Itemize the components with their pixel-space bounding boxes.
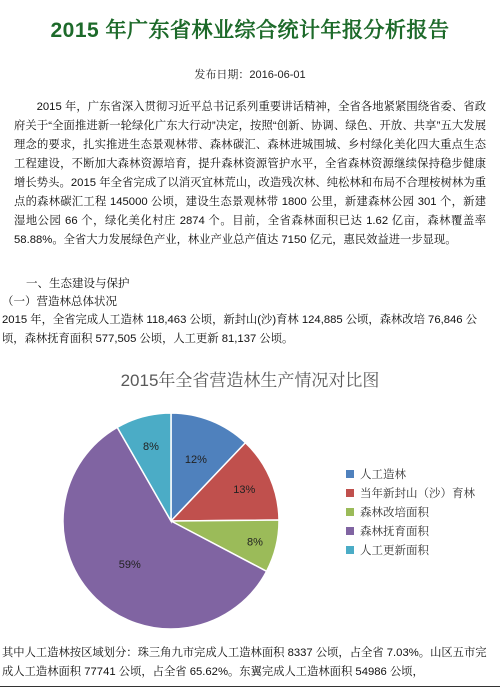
legend-entry: 人工造林	[360, 469, 406, 481]
page-title: 2015 年广东省林业综合统计年报分析报告	[50, 19, 450, 42]
legend-entry: 人工更新面积	[360, 545, 429, 557]
chart-title: 2015年全省营造林生产情况对比图	[120, 371, 380, 390]
legend-entry: 森林改培面积	[360, 507, 429, 519]
regional-breakdown-paragraph: 其中人工造林按区域划分：珠三角九市完成人工造林面积 8337 公顷，占全省 7.03%。山区五市完成人工造林面积 77741 公顷，占全省 65.62%。东翼完成人工造林面积 54986 公顷，	[2, 647, 487, 678]
pie-data-label: 8%	[247, 536, 263, 549]
legend-swatch	[346, 508, 354, 516]
legend-entry: 森林抚育面积	[360, 526, 429, 538]
legend-swatch	[346, 489, 354, 497]
afforestation-summary-paragraph: 2015 年，全省完成人工造林 118,463 公顷，新封山(沙)育林 124,885 公顷，森林改培 76,846 公顷，森林抚育面积 577,505 公顷，人工更新 81,137 公顷。	[2, 314, 478, 345]
publish-date: 发布日期：2016-06-01	[194, 69, 306, 81]
afforestation-pie-chart	[0, 360, 500, 632]
legend-swatch	[346, 470, 354, 478]
section-heading: 一、生态建设与保护	[26, 278, 130, 290]
pie-data-label: 59%	[118, 558, 141, 571]
legend-swatch	[346, 527, 354, 535]
chart-legend	[346, 467, 475, 557]
text-underline	[0, 686, 500, 687]
pie-data-label: 8%	[143, 440, 159, 453]
pie-data-label: 13%	[233, 484, 256, 497]
intro-paragraph: 2015 年，广东省深入贯彻习近平总书记系列重要讲话精神，全省各地紧紧围绕省委、省政府关于“全面推进新一轮绿化广东大行动”决定，按照“创新、协调、绿色、开放、共享”五大发展理念的要求，扎实推进生态景观林带、森林碳汇、森林进城围城、乡村绿化美化四大重点生态工程建设，不断加大森林资源培育，提升森林资源管护水平，全省森林资源继续保持稳步健康增长势头。2015 年全省完成了以消灭宜林荒山，改造残次林、纯松林和布局不合理桉树林为重点的森林碳汇工程 145000 公顷，建设生态景观林带 1800 公里，新建森林公园 301 个，新建湿地公园 66 个，绿化美化村庄 2874 个。目前，全省森林面积已达 1.62 亿亩，森林覆盖率 58.88%。全省大力发展绿色产业，林业产业总产值达 7150 亿元，惠民效益进一步显现。	[14, 101, 486, 246]
pie-slices	[63, 413, 279, 629]
subsection-heading: （一）营造林总体状况	[2, 296, 117, 308]
pie-data-label: 12%	[184, 453, 207, 466]
legend-swatch	[346, 546, 354, 554]
legend-entry: 当年新封山（沙）育林	[360, 488, 475, 500]
pie-chart-svg	[0, 360, 500, 632]
